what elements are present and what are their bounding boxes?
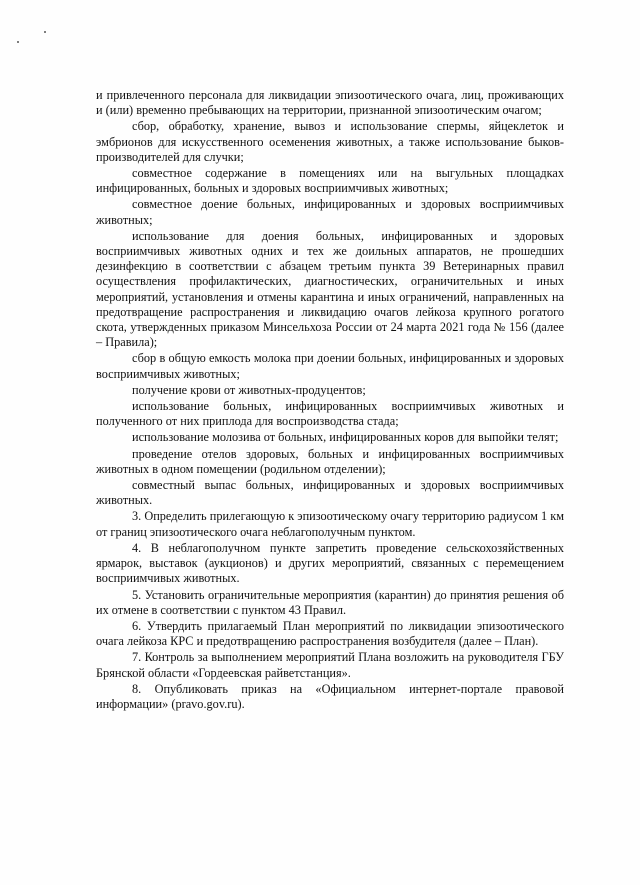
numbered-paragraph: 7. Контроль за выполнением мероприятий Плана возложить на руководителя ГБУ Брянской области «Гордеевская райветстанция».: [96, 650, 564, 680]
paragraph: и привлеченного персонала для ликвидации эпизоотического очага, лиц, проживающих и (или) временно пребывающих на территории, признанной эпизоотическим очагом;: [96, 88, 564, 118]
paragraph: совместное содержание в помещениях или на выгульных площадках инфицированных, больных и здоровых восприимчивых животных;: [96, 166, 564, 196]
numbered-paragraph: 6. Утвердить прилагаемый План мероприятий по ликвидации эпизоотического очага лейкоза КРС и предотвращению распространения возбудителя (далее – План).: [96, 618, 564, 649]
paragraph: сбор, обработку, хранение, вывоз и использование спермы, яйцеклеток и эмбрионов для искусственного осеменения животных, а также использование быков-производителей для случки;: [96, 119, 564, 164]
paragraph: проведение отелов здоровых, больных и инфицированных восприимчивых животных в одном помещении (родильном отделении);: [96, 446, 564, 476]
paragraph: получение крови от животных-продуцентов;: [132, 382, 366, 397]
document-body: [96, 88, 564, 713]
numbered-paragraph: 8. Опубликовать приказ на «Официальном интернет-портале правовой информации» (pravo.gov.ru).: [96, 681, 564, 711]
numbered-paragraph: 3. Определить прилегающую к эпизоотическому очагу территорию радиусом 1 км от границ эпизоотического очага неблагополучным пунктом.: [96, 509, 564, 539]
paragraph: использование молозива от больных, инфицированных коров для выпойки телят;: [132, 430, 559, 445]
numbered-paragraph: 4. В неблагополучном пункте запретить проведение сельскохозяйственных ярмарок, выставок (аукционов) и других мероприятий, связанных с перемещением восприимчивых животных.: [96, 540, 564, 586]
paragraph: использование больных, инфицированных восприимчивых животных и полученного от них приплода для воспроизводства стада;: [96, 399, 564, 429]
scan-speck: [44, 31, 46, 33]
paragraph: использование для доения больных, инфицированных и здоровых восприимчивых животных одних и тех же доильных аппаратов, не прошедших дезинфекцию в соответствии с абзацем третьим пункта 39 Ветеринарных правил осуществления профилактических, диагностических, ограничительных и иных мероприятий, установления и отмены карантина и иных ограничений, направленных на предотвращение распространения и ликвидацию очагов лейкоза крупного рогатого скота, утвержденных приказом Минсельхоза России от 24 марта 2021 года № 156 (далее – Правила);: [96, 228, 564, 350]
paragraph: сбор в общую емкость молока при доении больных, инфицированных и здоровых восприимчивых животных;: [96, 351, 564, 381]
scan-speck: [17, 41, 19, 43]
paragraph: совместный выпас больных, инфицированных и здоровых восприимчивых животных.: [96, 478, 564, 508]
paragraph: совместное доение больных, инфицированных и здоровых восприимчивых животных;: [96, 197, 564, 227]
numbered-paragraph: 5. Установить ограничительные мероприятия (карантин) до принятия решения об их отмене в соответствии с пунктом 43 Правил.: [96, 587, 564, 617]
